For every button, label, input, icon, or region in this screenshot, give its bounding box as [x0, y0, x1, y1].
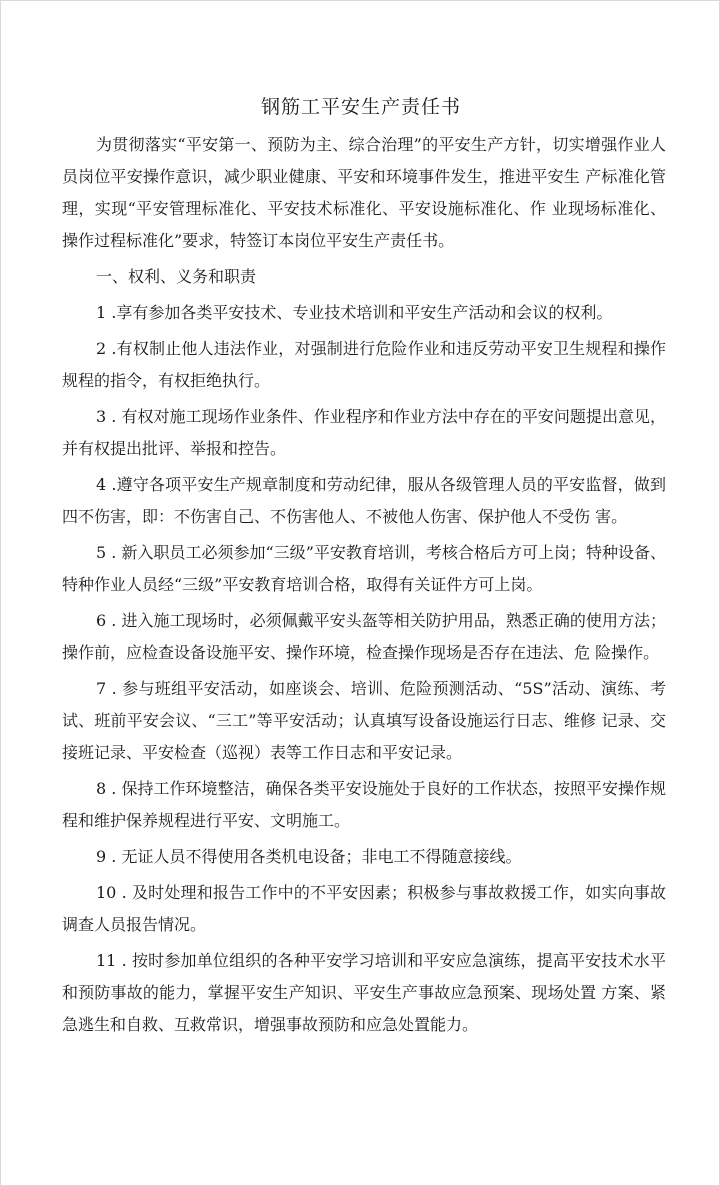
clause-1: 1 .享有参加各类平安技术、专业技术培训和平安生产活动和会议的权利。 — [96, 303, 613, 322]
clause-2: 2 .有权制止他人违法作业，对强制进行危险作业和违反劳动平安卫生规程和操作规程的指令，有权拒绝执行。 — [62, 339, 666, 390]
clause-4: 4 .遵守各项平安生产规章制度和劳动纪律，服从各级管理人员的平安监督，做到四不伤害，即：不伤害自己、不伤害他人、不被他人伤害、保护他人不受伤 害。 — [62, 475, 666, 526]
section-heading: 一、权利、义务和职责 — [96, 267, 257, 286]
clause-6: 6 . 进入施工现场时，必须佩戴平安头盔等相关防护用品，熟悉正确的使用方法；操作前，应检查设备设施平安、操作环境，检查操作现场是否存在违法、危 险操作。 — [62, 611, 666, 662]
clause-7: 7 . 参与班组平安活动，如座谈会、培训、危险预测活动、“5S”活动、演练、考试、班前平安会议、“三工”等平安活动；认真填写设备设施运行日志、维修 记录、交接班记录、平安检查（巡视）表等工作日志和平安记录。 — [62, 679, 666, 762]
document-body — [62, 129, 666, 1045]
clause-5: 5 . 新入职员工必须参加“三级”平安教育培训，考核合格后方可上岗；特种设备、特种作业人员经“三级”平安教育培训合格，取得有关证件方可上岗。 — [62, 543, 666, 594]
document-title: 钢筋工平安生产责任书 — [260, 96, 461, 118]
clause-8: 8 . 保持工作环境整洁，确保各类平安设施处于良好的工作状态，按照平安操作规程和维护保养规程进行平安、文明施工。 — [62, 779, 666, 830]
clause-10: 10 . 及时处理和报告工作中的不平安因素；积极参与事故救援工作，如实向事故调查人员报告情况。 — [62, 883, 666, 934]
intro-paragraph: 为贯彻落实“平安第一、预防为主、综合治理”的平安生产方针，切实增强作业人员岗位平安操作意识，减少职业健康、平安和环境事件发生，推进平安生 产标准化管理，实现“平安管理标准化、平安技术标准化、平安设施标准化、作 业现场标准化、操作过程标准化”要求，特签订本岗位平安生产责任书。 — [62, 135, 666, 250]
clause-11: 11 . 按时参加单位组织的各种平安学习培训和平安应急演练，提高平安技术水平和预防事故的能力，掌握平安生产知识、平安生产事故应急预案、现场处置 方案、紧急逃生和自救、互救常识，增强事故预防和应急处置能力。 — [62, 951, 666, 1034]
clause-3: 3 . 有权对施工现场作业条件、作业程序和作业方法中存在的平安问题提出意见，并有权提出批评、举报和控告。 — [62, 407, 666, 458]
clause-9: 9 . 无证人员不得使用各类机电设备；非电工不得随意接线。 — [96, 847, 522, 866]
